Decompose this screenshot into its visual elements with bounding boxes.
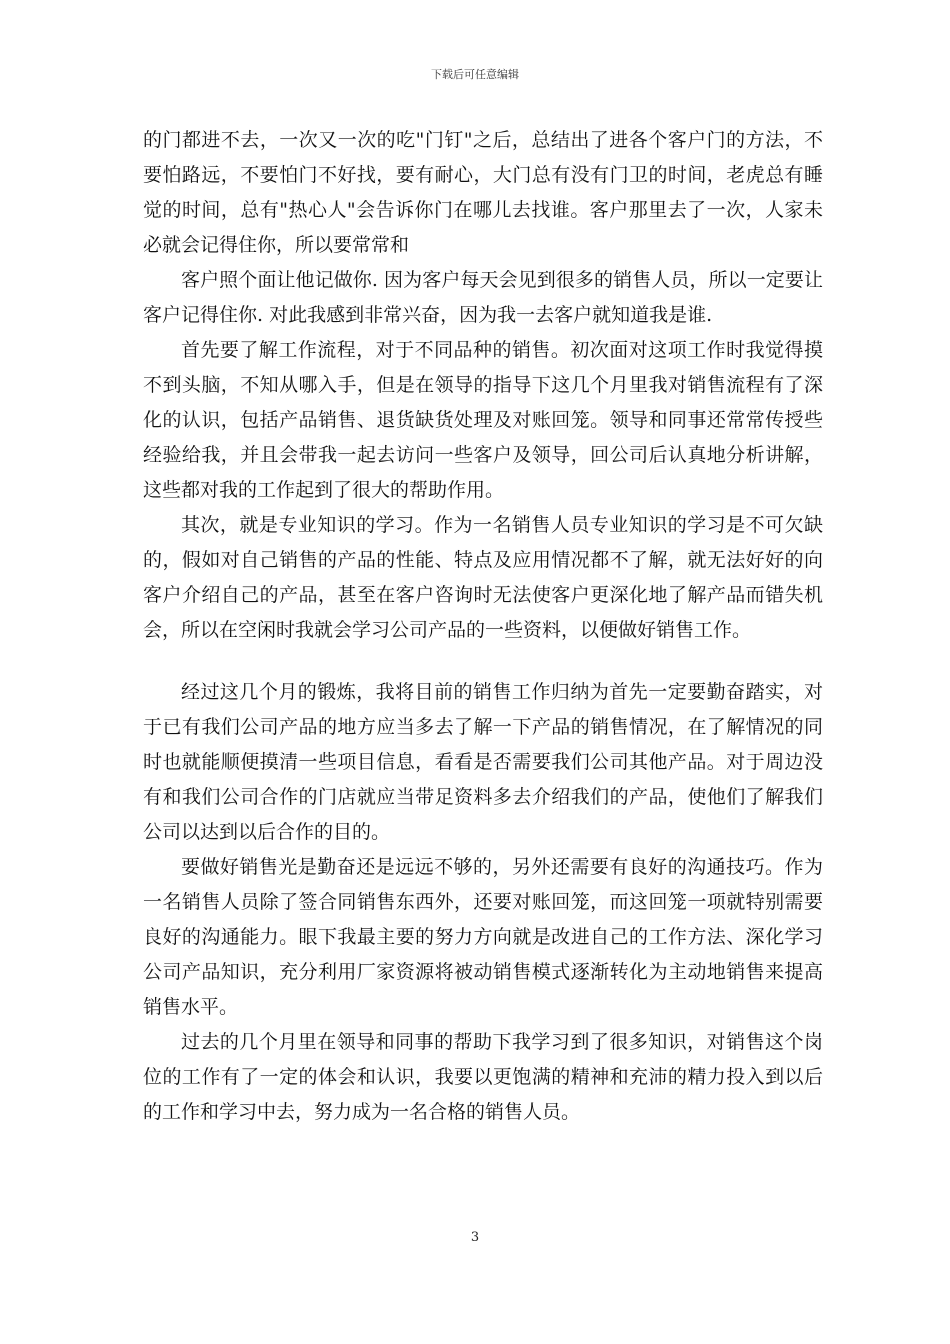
paragraph-5: 经过这几个月的锻炼，我将目前的销售工作归纳为首先一定要勤奋踏实，对于已有我们公司产品的地方应当多去了解一下产品的销售情况，在了解情况的同时也就能顺便摸清一些项目信息，看看是否需要我们公司其他产品。对于周边没有和我们公司合作的门店就应当带足资料多去介绍我们的产品，使他们了解我们公司以达到以后合作的目的。 xyxy=(143,681,823,843)
page-header: 下载后可任意编辑 xyxy=(431,68,519,81)
paragraph-3: 首先要了解工作流程，对于不同品种的销售。初次面对这项工作时我觉得摸不到头脑，不知从哪入手，但是在领导的指导下这几个月里我对销售流程有了深化的认识，包括产品销售、退货缺货处理及对账回笼。领导和同事还常常传授些经验给我，并且会带我一起去访问一些客户及领导，回公司后认真地分析讲解，这些都对我的工作起到了很大的帮助作用。 xyxy=(143,339,823,501)
paragraph-7: 过去的几个月里在领导和同事的帮助下我学习到了很多知识，对销售这个岗位的工作有了一定的体会和认识，我要以更饱满的精神和充沛的精力投入到以后的工作和学习中去，努力成为一名合格的销售人员。 xyxy=(143,1031,823,1123)
document-body xyxy=(143,123,823,1130)
paragraph-6: 要做好销售光是勤奋还是远远不够的，另外还需要有良好的沟通技巧。作为一名销售人员除了签合同销售东西外，还要对账回笼，而这回笼一项就特别需要良好的沟通能力。眼下我最主要的努力方向就是改进自己的工作方法、深化学习公司产品知识，充分利用厂家资源将被动销售模式逐渐转化为主动地销售来提高销售水平。 xyxy=(143,856,823,1018)
page-number: 3 xyxy=(470,1230,480,1245)
paragraph-2: 客户照个面让他记做你. 因为客户每天会见到很多的销售人员，所以一定要让客户记得住你. 对此我感到非常兴奋，因为我一去客户就知道我是谁. xyxy=(143,269,823,326)
paragraph-gap xyxy=(143,648,823,675)
paragraph-1: 的门都进不去，一次又一次的吃"门钉"之后，总结出了进各个客户门的方法，不要怕路远，不要怕门不好找，要有耐心，大门总有没有门卫的时间，老虎总有睡觉的时间，总有"热心人"会告诉你门在哪儿去找谁。客户那里去了一次，人家未必就会记得住你，所以要常常和 xyxy=(143,129,823,256)
paragraph-4: 其次，就是专业知识的学习。作为一名销售人员专业知识的学习是不可欠缺的，假如对自己销售的产品的性能、特点及应用情况都不了解，就无法好好的向客户介绍自己的产品，甚至在客户咨询时无法使客户更深化地了解产品而错失机会，所以在空闲时我就会学习公司产品的一些资料，以便做好销售工作。 xyxy=(143,514,823,641)
